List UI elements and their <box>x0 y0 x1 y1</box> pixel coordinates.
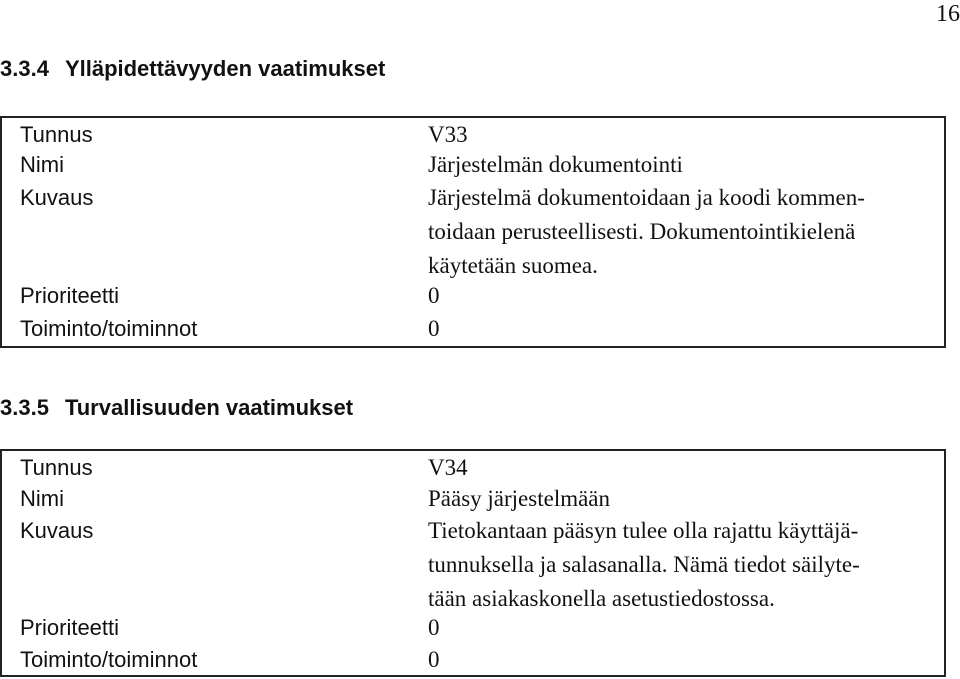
requirement-table-v33 <box>0 116 946 348</box>
kuvaus-line: Järjestelmä dokumentoidaan ja koodi kommen- <box>428 185 865 210</box>
toiminto-label: Toiminto/toiminnot <box>20 647 198 672</box>
tunnus-value: V34 <box>428 455 468 480</box>
prioriteetti-value: 0 <box>428 283 440 308</box>
tunnus-value: V33 <box>428 122 468 147</box>
section-number: 3.3.4 <box>0 56 49 81</box>
section-number: 3.3.5 <box>0 395 49 420</box>
toiminto-value: 0 <box>428 647 440 672</box>
kuvaus-line: Tietokantaan pääsyn tulee olla rajattu käyttäjä- <box>428 518 859 543</box>
section-title: Ylläpidettävyyden vaatimukset <box>64 56 386 81</box>
tunnus-label: Tunnus <box>20 122 93 147</box>
nimi-label: Nimi <box>20 152 64 177</box>
kuvaus-value <box>428 181 940 283</box>
nimi-value: Järjestelmän dokumentointi <box>428 152 683 177</box>
prioriteetti-label: Prioriteetti <box>20 283 120 308</box>
prioriteetti-value: 0 <box>428 615 440 640</box>
page-number: 16 <box>936 1 960 27</box>
nimi-value: Pääsy järjestelmään <box>428 486 611 511</box>
kuvaus-line: tunnuksella ja salasanalla. Nämä tiedot säilyte- <box>428 552 860 577</box>
section-heading-maintainability <box>0 56 385 82</box>
section-heading-security <box>0 395 353 421</box>
nimi-label: Nimi <box>20 486 64 511</box>
section-title: Turvallisuuden vaatimukset <box>64 395 354 420</box>
kuvaus-value <box>428 514 940 616</box>
kuvaus-label: Kuvaus <box>20 185 94 210</box>
tunnus-label: Tunnus <box>20 455 93 480</box>
toiminto-value: 0 <box>428 316 440 341</box>
toiminto-label: Toiminto/toiminnot <box>20 316 198 341</box>
kuvaus-line: toidaan perusteellisesti. Dokumentointikielenä <box>428 219 856 244</box>
kuvaus-label: Kuvaus <box>20 518 94 543</box>
kuvaus-line: tään asiakaskonella asetustiedostossa. <box>428 586 775 611</box>
requirement-table-v34 <box>0 449 946 677</box>
prioriteetti-label: Prioriteetti <box>20 615 120 640</box>
kuvaus-line: käytetään suomea. <box>428 253 598 278</box>
